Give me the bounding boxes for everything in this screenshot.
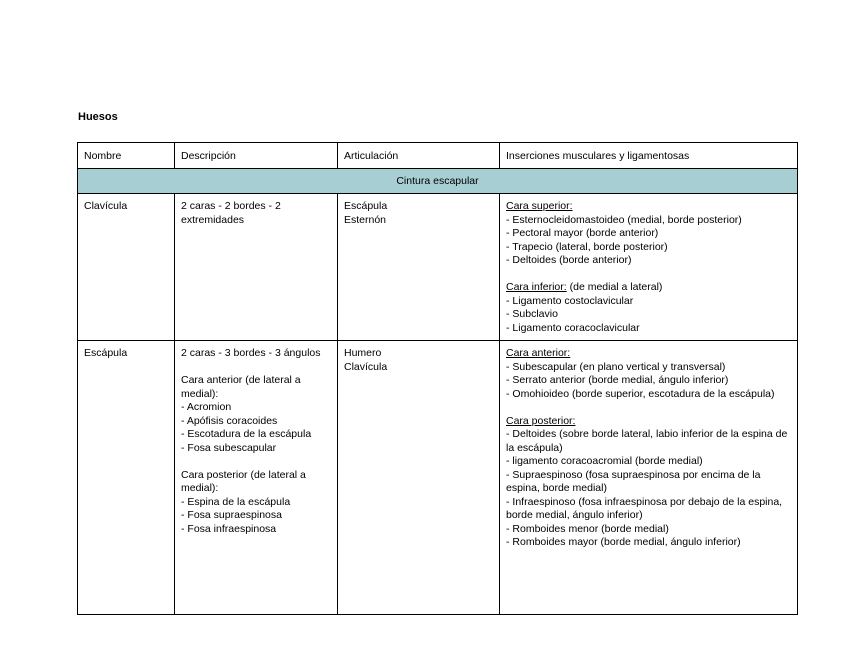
list-item: - Subclavio bbox=[506, 308, 558, 320]
cell-inserciones bbox=[500, 341, 798, 615]
list-item: - Trapecio (lateral, borde posterior) bbox=[506, 240, 668, 253]
list-item: - Escotadura de la escápula bbox=[181, 428, 312, 440]
table-row-escapula bbox=[78, 341, 798, 615]
spacer bbox=[506, 268, 791, 282]
articulacion-item: Clavícula bbox=[344, 360, 388, 373]
list-item: - Subescapular (en plano vertical y transversal) bbox=[506, 360, 726, 373]
list-item: - Ligamento coracoclavicular bbox=[506, 321, 640, 334]
list-item: - Pectoral mayor (borde anterior) bbox=[506, 227, 659, 239]
group-heading: Cara posterior (de lateral a medial): bbox=[181, 468, 306, 494]
list-item: - Espina de la escápula bbox=[181, 495, 291, 508]
cell-nombre: Escápula bbox=[78, 341, 175, 615]
cell-nombre: Clavícula bbox=[78, 194, 175, 341]
list-item: - Fosa infraespinosa bbox=[181, 522, 277, 535]
header-nombre: Nombre bbox=[78, 143, 175, 169]
header-inserciones: Inserciones musculares y ligamentosas bbox=[500, 143, 798, 169]
cell-articulacion bbox=[338, 194, 500, 341]
group-heading: Cara posterior: bbox=[506, 414, 576, 427]
cell-descripcion bbox=[175, 341, 338, 615]
list-item: - Serrato anterior (borde medial, ángulo inferior) bbox=[506, 374, 729, 386]
list-item: - Infraespinoso (fosa infraespinosa por debajo de la espina, borde medial, ángulo inferior) bbox=[506, 495, 783, 521]
header-descripcion: Descripción bbox=[175, 143, 338, 169]
cell-articulacion bbox=[338, 341, 500, 615]
description-intro: 2 caras - 3 bordes - 3 ángulos bbox=[181, 347, 321, 359]
articulacion-item: Humero bbox=[344, 347, 382, 359]
bones-table bbox=[77, 142, 798, 615]
group-heading: Cara anterior: bbox=[506, 347, 571, 359]
list-item: - ligamento coracoacromial (borde medial) bbox=[506, 455, 703, 467]
list-item: - Deltoides (borde anterior) bbox=[506, 254, 632, 266]
section-row bbox=[78, 168, 798, 194]
table-row-clavicula bbox=[78, 194, 798, 341]
spacer bbox=[506, 401, 791, 415]
group-heading: Cara anterior (de lateral a medial): bbox=[181, 374, 301, 400]
spacer bbox=[181, 361, 331, 375]
group-heading-line bbox=[506, 281, 791, 295]
group-heading: Cara superior: bbox=[506, 200, 573, 212]
group-heading-suffix: (de medial a lateral) bbox=[566, 281, 663, 293]
list-item: - Fosa supraespinosa bbox=[181, 509, 282, 521]
list-item: - Apófisis coracoides bbox=[181, 414, 278, 427]
list-item: - Romboides menor (borde medial) bbox=[506, 522, 669, 535]
list-item: - Romboides mayor (borde medial, ángulo inferior) bbox=[506, 536, 741, 548]
articulacion-item: Esternón bbox=[344, 213, 387, 226]
page-title: Huesos bbox=[78, 111, 118, 123]
list-item: - Ligamento costoclavicular bbox=[506, 294, 634, 307]
cell-inserciones bbox=[500, 194, 798, 341]
list-item: - Fosa subescapular bbox=[181, 441, 277, 454]
header-articulacion: Articulación bbox=[338, 143, 500, 169]
section-cintura-escapular: Cintura escapular bbox=[78, 168, 798, 194]
list-item: - Omohioideo (borde superior, escotadura de la escápula) bbox=[506, 387, 775, 400]
table-header-row bbox=[78, 143, 798, 169]
cell-descripcion: 2 caras - 2 bordes - 2 extremidades bbox=[175, 194, 338, 341]
list-item: - Esternocleidomastoideo (medial, borde posterior) bbox=[506, 213, 742, 226]
list-item: - Supraespinoso (fosa supraespinosa por encima de la espina, borde medial) bbox=[506, 468, 761, 494]
list-item: - Acromion bbox=[181, 401, 232, 413]
articulacion-item: Escápula bbox=[344, 200, 388, 212]
list-item: - Deltoides (sobre borde lateral, labio inferior de la espina de la escápula) bbox=[506, 428, 788, 454]
spacer bbox=[181, 455, 331, 469]
group-heading: Cara inferior: bbox=[506, 281, 567, 293]
